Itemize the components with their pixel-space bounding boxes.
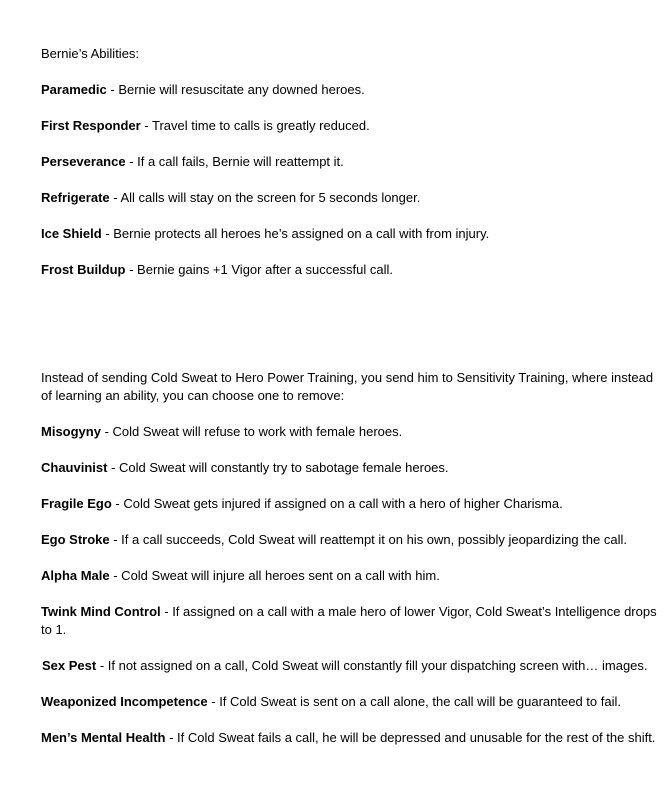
training-intro [41,369,661,405]
ability-refrigerate [41,189,661,207]
trait-ego-stroke [41,531,661,549]
trait-desc: - If a call succeeds, Cold Sweat will reattempt it on his own, possibly jeopardizing the call. [109,532,627,547]
intro-text: Instead of sending Cold Sweat to Hero Power Training, you send him to Sensitivity Training, where instead of learning an ability, you can choose one to remove: [41,370,654,403]
heading-text: Bernie’s Abilities: [41,46,140,61]
ability-desc: - All calls will stay on the screen for 5 seconds longer. [109,190,421,205]
section-heading [41,45,661,63]
ability-paramedic [41,81,661,99]
trait-term: Weaponized Incompetence [41,694,208,709]
ability-desc: - Bernie will resuscitate any downed heroes. [106,82,365,97]
trait-desc: - Cold Sweat will constantly try to sabotage female heroes. [107,460,449,475]
trait-term: Sex Pest [42,658,97,673]
ability-desc: - If a call fails, Bernie will reattempt it. [125,154,344,169]
trait-desc: - Cold Sweat will injure all heroes sent on a call with him. [109,568,440,583]
trait-alpha-male [41,567,661,585]
trait-misogyny [41,423,661,441]
trait-sex-pest [42,657,662,675]
ability-desc: - Bernie gains +1 Vigor after a successful call. [125,262,393,277]
ability-term: Ice Shield [41,226,102,241]
ability-term: First Responder [41,118,141,133]
ability-frost-buildup [41,261,661,279]
trait-twink-mind-control [41,603,661,639]
ability-desc: - Travel time to calls is greatly reduced. [140,118,370,133]
trait-mens-mental-health [41,729,661,747]
trait-term: Men’s Mental Health [41,730,166,745]
ability-ice-shield [41,225,661,243]
ability-term: Paramedic [41,82,107,97]
ability-term: Perseverance [41,154,126,169]
trait-desc: - Cold Sweat will refuse to work with female heroes. [100,424,403,439]
trait-fragile-ego [41,495,661,513]
trait-weaponized-incompetence [41,693,661,711]
trait-chauvinist [41,459,661,477]
trait-desc: - If assigned on a call with a male hero of lower Vigor, Cold Sweat’s Intelligence drops to 1. [41,604,657,637]
trait-desc: - If Cold Sweat fails a call, he will be depressed and unusable for the rest of the shift. [165,730,656,745]
trait-term: Ego Stroke [41,532,110,547]
trait-term: Twink Mind Control [41,604,161,619]
trait-term: Fragile Ego [41,496,112,511]
trait-term: Chauvinist [41,460,108,475]
trait-desc: - If Cold Sweat is sent on a call alone, the call will be guaranteed to fail. [207,694,621,709]
ability-desc: - Bernie protects all heroes he’s assigned on a call with from injury. [101,226,490,241]
trait-desc: - Cold Sweat gets injured if assigned on a call with a hero of higher Charisma. [111,496,563,511]
ability-term: Frost Buildup [41,262,126,277]
ability-perseverance [41,153,661,171]
ability-first-responder [41,117,661,135]
ability-term: Refrigerate [41,190,110,205]
trait-term: Alpha Male [41,568,110,583]
trait-desc: - If not assigned on a call, Cold Sweat will constantly fill your dispatching screen with… images. [96,658,648,673]
trait-term: Misogyny [41,424,101,439]
